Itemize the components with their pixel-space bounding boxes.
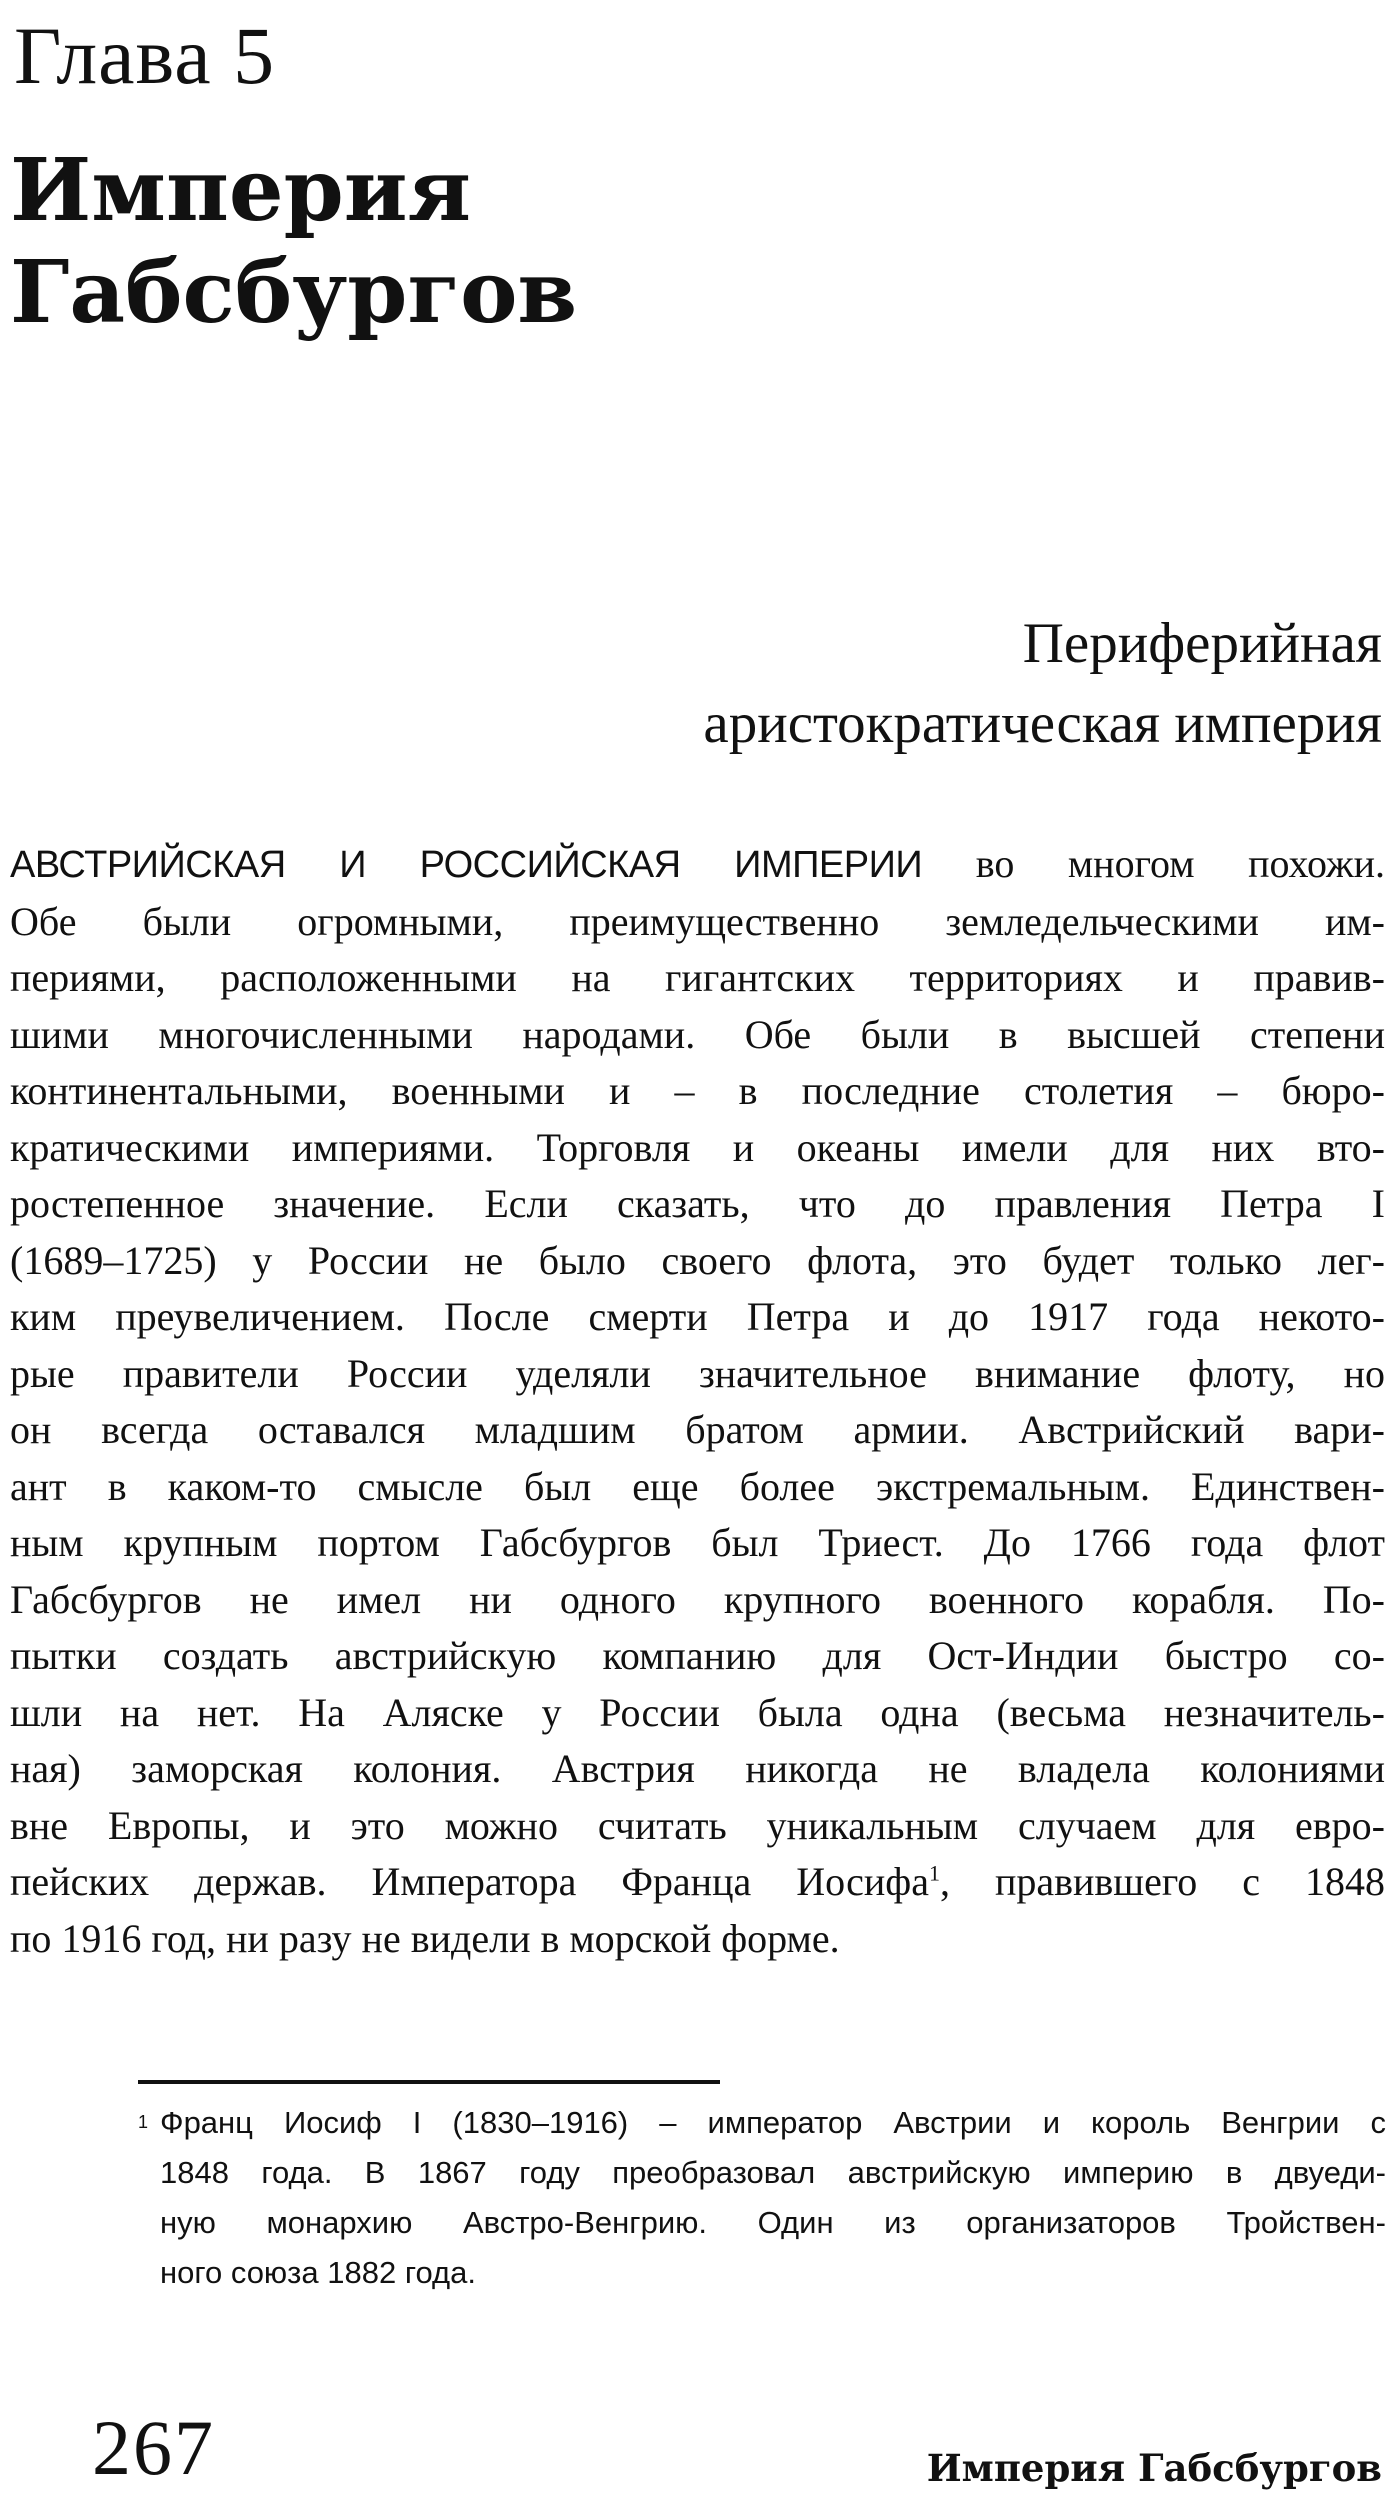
chapter-title-line: Империя [10,140,472,241]
page-number: 267 [92,2404,215,2491]
body-line: он всегда оставался младшим братом армии. Австрийский вари- [10,1407,1385,1452]
body-line: периями, расположенными на гигантских территориях и правив- [10,955,1385,1000]
body-line: по 1916 год, ни разу не видели в морской форме. [10,1915,840,1961]
footnote-line: ного союза 1882 года. [160,2255,476,2290]
body-line: ростепенное значение. Если сказать, что до правления Петра I [10,1181,1385,1226]
body-line: рые правители России уделяли значительное внимание флоту, но [10,1350,1385,1396]
footnote-line: 1848 года. В 1867 году преобразовал австрийскую империю в двуеди- [160,2155,1386,2190]
body-line-start: пейских держав. Императора Франца Иосифа [10,1859,929,1904]
body-line: ным крупным портом Габсбургов был Триест. До 1766 года флот [10,1520,1385,1565]
body-line: ким преувеличением. После смерти Петра и до 1917 года некото- [10,1294,1385,1339]
footnote-line: ную монархию Австро-Венгрию. Один из организаторов Тройствен- [160,2205,1386,2240]
body-line-rest: во многом похожи. [922,841,1385,886]
body-line [10,1854,1385,1911]
body-line: ант в каком-то смысле был еще более экстремальным. Единствен- [10,1463,1385,1509]
body-line: пытки создать австрийскую компанию для Ост-Индии быстро со- [10,1633,1385,1678]
section-heading [382,604,1382,764]
body-line: континентальными, военными и – в последние столетия – бюро- [10,1068,1385,1113]
body-line: Габсбургов не имел ни одного крупного военного корабля. По- [10,1576,1385,1622]
footnote [160,2098,1386,2298]
body-line: кратическими империями. Торговля и океаны имели для них вто- [10,1124,1385,1170]
chapter-label: Глава 5 [14,10,276,101]
body-line: шими многочисленными народами. Обе были в высшей степени [10,1011,1385,1057]
footnote-reference[interactable]: 1 [928,1860,940,1886]
footnote-divider [138,2080,720,2084]
chapter-title [10,140,910,344]
section-heading-line: Периферийная [1022,612,1382,675]
body-line: вне Европы, и это можно считать уникальным случаем для евро- [10,1802,1385,1848]
footnote-marker: 1 [138,2112,149,2132]
footnote-line: Франц Иосиф I (1830–1916) – император Австрии и король Венгрии с [160,2105,1386,2140]
chapter-title-line: Габсбургов [10,242,578,343]
body-line: Обе были огромными, преимущественно земледельческими им- [10,898,1385,944]
running-title: Империя Габсбургов [926,2446,1382,2490]
body-line: (1689–1725) у России не было своего флота, это будет только лег- [10,1237,1385,1283]
section-heading-line: аристократическая империя [703,692,1382,755]
body-line [10,836,1385,894]
body-line: шли на нет. На Аляске у России была одна (весьма незначитель- [10,1689,1385,1735]
body-line-end: , правившего с 1848 [939,1859,1385,1904]
body-paragraph [10,836,1385,1967]
lead-caps: АВСТРИЙСКАЯ И РОССИЙСКАЯ ИМПЕРИИ [10,844,923,886]
body-line: ная) заморская колония. Австрия никогда не владела колониями [10,1746,1385,1791]
